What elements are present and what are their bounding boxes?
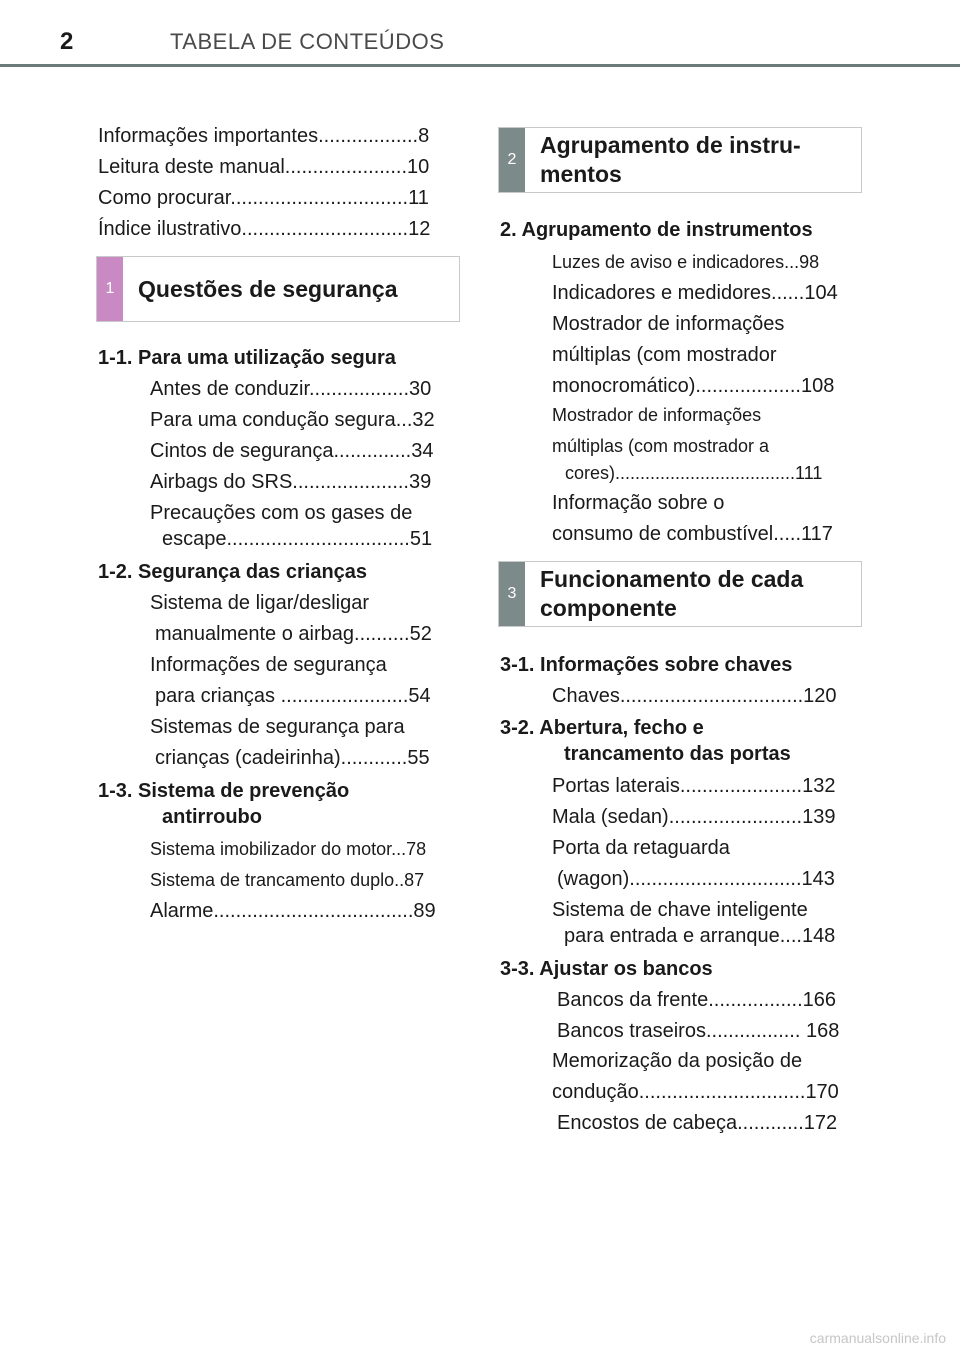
toc-entry[interactable]: para crianças .......................54 <box>155 685 431 707</box>
toc-entry[interactable]: monocromático)...................108 <box>552 375 835 397</box>
subsection-heading[interactable]: trancamento das portas <box>564 743 791 765</box>
toc-entry[interactable]: Airbags do SRS.....................39 <box>150 471 432 493</box>
toc-entry[interactable]: Informações de segurança <box>150 654 387 676</box>
toc-entry[interactable]: Mala (sedan)........................139 <box>552 806 836 828</box>
toc-entry[interactable]: Leitura deste manual......................10 <box>98 156 430 178</box>
section-header-1[interactable] <box>96 256 460 322</box>
toc-entry[interactable]: Chaves.................................120 <box>552 685 837 707</box>
toc-entry[interactable]: Indicadores e medidores......104 <box>552 282 838 304</box>
section-title: Funcionamento de cada <box>540 566 804 592</box>
toc-entry[interactable]: Luzes de aviso e indicadores...98 <box>552 252 820 272</box>
section-number-badge: 3 <box>499 562 525 626</box>
toc-entry[interactable]: Memorização da posição de <box>552 1050 803 1072</box>
toc-entry[interactable]: Mostrador de informações <box>552 405 762 425</box>
subsection-heading[interactable]: 1-3. Sistema de prevenção <box>98 780 350 802</box>
toc-entry[interactable]: Cintos de segurança..............34 <box>150 440 434 462</box>
section-title: componente <box>540 595 677 621</box>
subsection-heading[interactable]: 2. Agrupamento de instrumentos <box>500 219 813 241</box>
toc-entry[interactable]: múltiplas (com mostrador a <box>552 436 770 456</box>
subsection-heading[interactable]: 1-1. Para uma utilização segura <box>98 347 396 369</box>
toc-entry[interactable]: Índice ilustrativo..............................12 <box>98 218 431 240</box>
toc-entry[interactable]: Precauções com os gases de <box>150 502 413 524</box>
subsection-heading[interactable]: 3-2. Abertura, fecho e <box>500 717 704 739</box>
toc-entry[interactable]: Sistema de chave inteligente <box>552 899 808 921</box>
toc-entry[interactable]: Bancos traseiros................. 168 <box>557 1020 840 1042</box>
header-rule <box>0 64 960 67</box>
toc-entry[interactable]: Antes de conduzir..................30 <box>150 378 432 400</box>
toc-entry[interactable]: Encostos de cabeça............172 <box>557 1112 838 1134</box>
toc-entry[interactable]: Informações importantes..................8 <box>98 125 430 147</box>
toc-entry[interactable]: Sistema de trancamento duplo..87 <box>150 870 425 890</box>
section-header-2[interactable] <box>498 127 862 193</box>
toc-entry[interactable]: cores)....................................111 <box>565 463 823 483</box>
toc-entry[interactable]: Porta da retaguarda <box>552 837 730 859</box>
subsection-heading[interactable]: 1-2. Segurança das crianças <box>98 561 368 583</box>
toc-entry[interactable]: condução..............................170 <box>552 1081 839 1103</box>
subsection-heading[interactable]: 3-1. Informações sobre chaves <box>500 654 793 676</box>
toc-entry[interactable]: escape.................................51 <box>162 528 433 550</box>
toc-entry[interactable]: para entrada e arranque....148 <box>564 925 836 947</box>
page-title: TABELA DE CONTEÚDOS <box>170 29 445 54</box>
section-title: mentos <box>540 161 622 187</box>
toc-entry[interactable]: manualmente o airbag..........52 <box>155 623 432 645</box>
watermark: carmanualsonline.info <box>809 1330 946 1346</box>
toc-entry[interactable]: Sistema imobilizador do motor...78 <box>150 839 427 859</box>
section-title: Agrupamento de instru- <box>540 132 801 158</box>
toc-entry[interactable]: Sistema de ligar/desligar <box>150 592 369 614</box>
toc-entry[interactable]: Informação sobre o <box>552 492 725 514</box>
toc-entry[interactable]: consumo de combustível.....117 <box>552 523 833 545</box>
toc-entry[interactable]: Como procurar................................11 <box>98 187 429 209</box>
section-number-badge: 1 <box>97 257 123 321</box>
page-number: 2 <box>60 28 74 55</box>
toc-entry[interactable]: crianças (cadeirinha)............55 <box>155 747 430 769</box>
toc-entry[interactable]: (wagon)...............................143 <box>557 868 835 890</box>
section-header-3[interactable] <box>498 561 862 627</box>
toc-entry[interactable]: Para uma condução segura...32 <box>150 409 435 431</box>
section-number-badge: 2 <box>499 128 525 192</box>
section-title: Questões de segurança <box>138 276 398 302</box>
toc-entry[interactable]: Sistemas de segurança para <box>150 716 405 738</box>
toc-entry[interactable]: Bancos da frente.................166 <box>557 989 837 1011</box>
toc-entry[interactable]: Portas laterais......................132 <box>552 775 836 797</box>
subsection-heading[interactable]: antirroubo <box>162 806 262 828</box>
toc-entry[interactable]: múltiplas (com mostrador <box>552 344 777 366</box>
toc-entry[interactable]: Alarme....................................89 <box>150 900 436 922</box>
toc-entry[interactable]: Mostrador de informações <box>552 313 785 335</box>
subsection-heading[interactable]: 3-3. Ajustar os bancos <box>500 958 713 980</box>
